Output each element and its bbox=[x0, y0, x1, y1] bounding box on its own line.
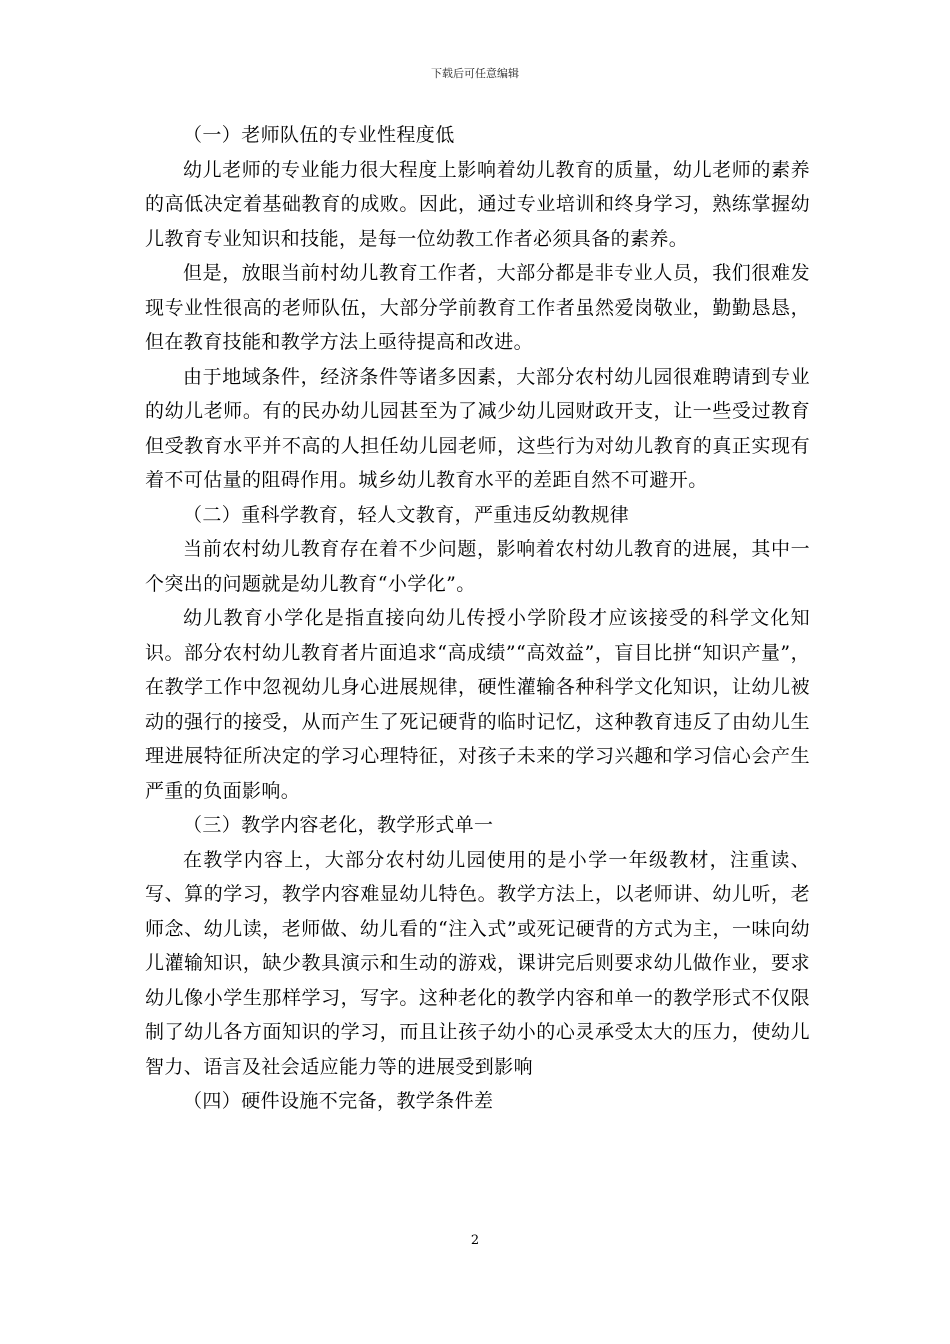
document-body bbox=[145, 118, 810, 1119]
section-heading-1: （一）老师队伍的专业性程度低 bbox=[183, 124, 455, 146]
section-heading-3: （三）教学内容老化，教学形式单一 bbox=[183, 814, 494, 836]
page-number: 2 bbox=[470, 1233, 480, 1248]
paragraph: 幼儿教育小学化是指直接向幼儿传授小学阶段才应该接受的科学文化知识。部分农村幼儿教育者片面追求“高成绩”“高效益”，盲目比拼“知识产量”，在教学工作中忽视幼儿身心进展规律，硬性灌输各种科学文化知识，让幼儿被动的强行的接受，从而产生了死记硬背的临时记忆，这种教育违反了由幼儿生理进展特征所决定的学习心理特征，对孩子未来的学习兴趣和学习信心会产生严重的负面影响。 bbox=[145, 607, 810, 802]
paragraph: 当前农村幼儿教育存在着不少问题，影响着农村幼儿教育的进展，其中一个突出的问题就是幼儿教育“小学化”。 bbox=[145, 538, 810, 595]
page-header: 下载后可任意编辑 bbox=[431, 67, 519, 80]
paragraph: 幼儿老师的专业能力很大程度上影响着幼儿教育的质量，幼儿老师的素养的高低决定着基础教育的成败。因此，通过专业培训和终身学习，熟练掌握幼儿教育专业知识和技能，是每一位幼教工作者必须具备的素养。 bbox=[145, 158, 810, 250]
paragraph: 由于地域条件，经济条件等诸多因素，大部分农村幼儿园很难聘请到专业的幼儿老师。有的民办幼儿园甚至为了减少幼儿园财政开支，让一些受过教育但受教育水平并不高的人担任幼儿园老师，这些行为对幼儿教育的真正实现有着不可估量的阻碍作用。城乡幼儿教育水平的差距自然不可避开。 bbox=[145, 365, 810, 491]
section-heading-4: （四）硬件设施不完备，教学条件差 bbox=[183, 1090, 494, 1112]
paragraph: 在教学内容上，大部分农村幼儿园使用的是小学一年级教材，注重读、写、算的学习，教学内容难显幼儿特色。教学方法上，以老师讲、幼儿听，老师念、幼儿读，老师做、幼儿看的“注入式”或死记硬背的方式为主，一味向幼儿灌输知识，缺少教具演示和生动的游戏，课讲完后则要求幼儿做作业，要求幼儿像小学生那样学习，写字。这种老化的教学内容和单一的教学形式不仅限制了幼儿各方面知识的学习，而且让孩子幼小的心灵承受太大的压力，使幼儿智力、语言及社会适应能力等的进展受到影响 bbox=[145, 848, 810, 1078]
section-heading-2: （二）重科学教育，轻人文教育，严重违反幼教规律 bbox=[183, 503, 630, 526]
paragraph: 但是，放眼当前村幼儿教育工作者，大部分都是非专业人员，我们很难发现专业性很高的老师队伍，大部分学前教育工作者虽然爱岗敬业，勤勤恳恳，但在教育技能和教学方法上亟待提高和改进。 bbox=[145, 262, 810, 353]
